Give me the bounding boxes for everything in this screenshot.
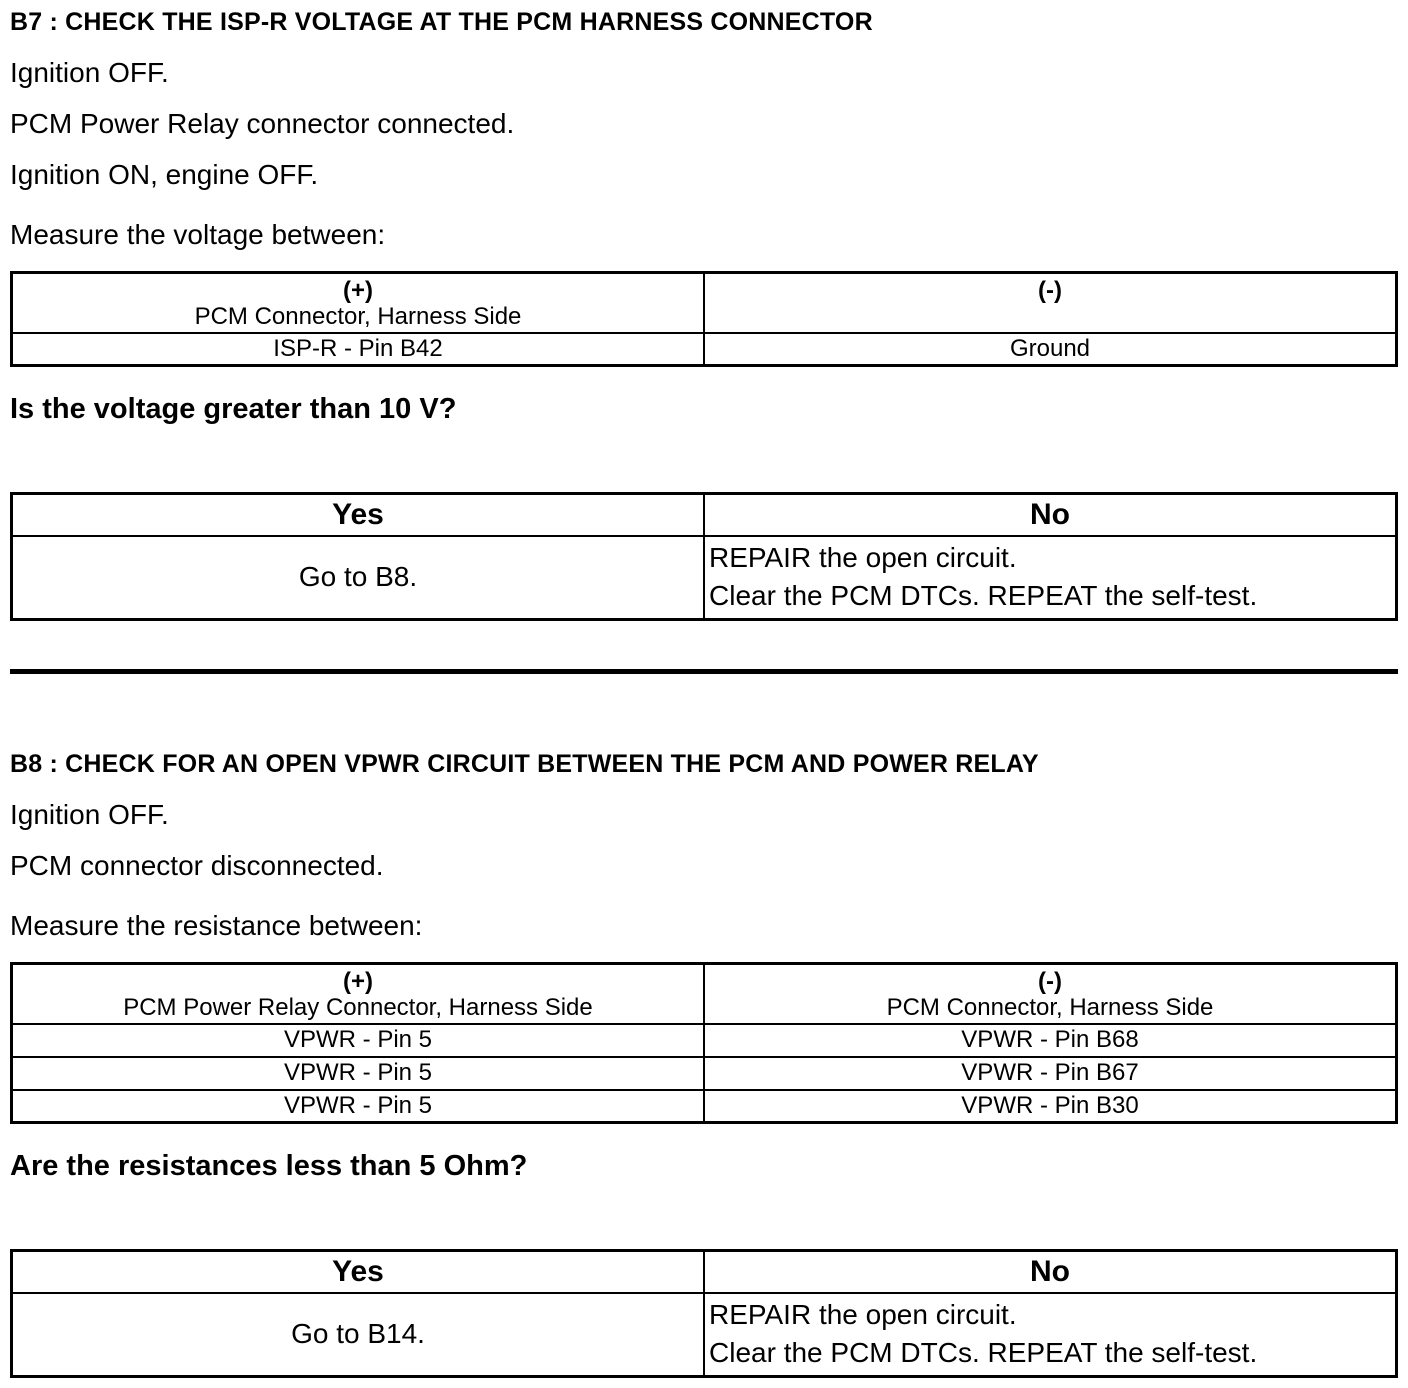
result-header-yes: Yes <box>12 1251 705 1293</box>
measurement-cell-positive: VPWR - Pin 5 <box>12 1024 705 1057</box>
header-symbol-negative: (-) <box>1038 277 1062 304</box>
measurement-table-header-negative <box>704 964 1397 1024</box>
measurement-table-header-row <box>12 964 1397 1024</box>
result-action-yes: Go to B8. <box>12 536 705 620</box>
question-text: Are the resistances less than 5 Ohm? <box>10 1150 528 1182</box>
section-divider <box>10 669 1398 674</box>
measurement-cell-positive: VPWR - Pin 5 <box>12 1090 705 1123</box>
measurement-cell-negative: VPWR - Pin B67 <box>704 1057 1397 1090</box>
header-connector-negative: PCM Connector, Harness Side <box>886 994 1214 1021</box>
measurement-cell-negative: VPWR - Pin B30 <box>704 1090 1397 1123</box>
measurement-row <box>12 1024 1397 1057</box>
measurement-table-header-negative <box>704 273 1397 333</box>
measure-instruction: Measure the resistance between: <box>10 910 423 941</box>
section-b7 <box>10 8 1398 621</box>
step-text: PCM Power Relay connector connected. <box>10 108 515 139</box>
measure-instruction: Measure the voltage between: <box>10 219 386 250</box>
step-text: Ignition ON, engine OFF. <box>10 159 319 190</box>
measurement-table <box>10 962 1398 1124</box>
measurement-row <box>12 1057 1397 1090</box>
header-symbol-positive: (+) <box>343 968 373 995</box>
section-heading: B7 : CHECK THE ISP-R VOLTAGE AT THE PCM HARNESS CONNECTOR <box>10 8 873 36</box>
measurement-cell-positive: VPWR - Pin 5 <box>12 1057 705 1090</box>
result-header-row <box>12 1251 1397 1293</box>
result-table <box>10 492 1398 621</box>
measurement-table-header-positive <box>12 964 705 1024</box>
result-header-yes: Yes <box>12 494 705 536</box>
header-symbol-positive: (+) <box>343 277 373 304</box>
result-action-no-line: REPAIR the open circuit. <box>709 1298 1017 1330</box>
measurement-table <box>10 271 1398 367</box>
measurement-cell-negative: Ground <box>704 333 1397 366</box>
result-action-row <box>12 536 1397 620</box>
result-action-row <box>12 1293 1397 1377</box>
result-action-no-line: Clear the PCM DTCs. REPEAT the self-test. <box>709 1336 1258 1368</box>
header-connector-positive: PCM Connector, Harness Side <box>194 303 522 330</box>
step-text: Ignition OFF. <box>10 799 169 830</box>
header-symbol-negative: (-) <box>1038 968 1062 995</box>
measurement-cell-positive: ISP-R - Pin B42 <box>12 333 705 366</box>
result-table <box>10 1249 1398 1378</box>
section-heading: B8 : CHECK FOR AN OPEN VPWR CIRCUIT BETWEEN THE PCM AND POWER RELAY <box>10 750 1039 778</box>
result-header-no: No <box>704 494 1397 536</box>
result-action-no <box>704 536 1397 620</box>
result-action-no-line: Clear the PCM DTCs. REPEAT the self-test. <box>709 579 1258 611</box>
step-text: Ignition OFF. <box>10 57 169 88</box>
result-action-no-line: REPAIR the open circuit. <box>709 541 1017 573</box>
measurement-table-header-row <box>12 273 1397 333</box>
result-header-row <box>12 494 1397 536</box>
step-text: PCM connector disconnected. <box>10 850 384 881</box>
section-b8 <box>10 750 1398 1378</box>
measurement-cell-negative: VPWR - Pin B68 <box>704 1024 1397 1057</box>
result-action-no <box>704 1293 1397 1377</box>
question-text: Is the voltage greater than 10 V? <box>10 393 457 425</box>
measurement-table-header-positive <box>12 273 705 333</box>
result-action-yes: Go to B14. <box>12 1293 705 1377</box>
measurement-row <box>12 1090 1397 1123</box>
measurement-row <box>12 333 1397 366</box>
result-header-no: No <box>704 1251 1397 1293</box>
header-connector-positive: PCM Power Relay Connector, Harness Side <box>123 994 593 1021</box>
